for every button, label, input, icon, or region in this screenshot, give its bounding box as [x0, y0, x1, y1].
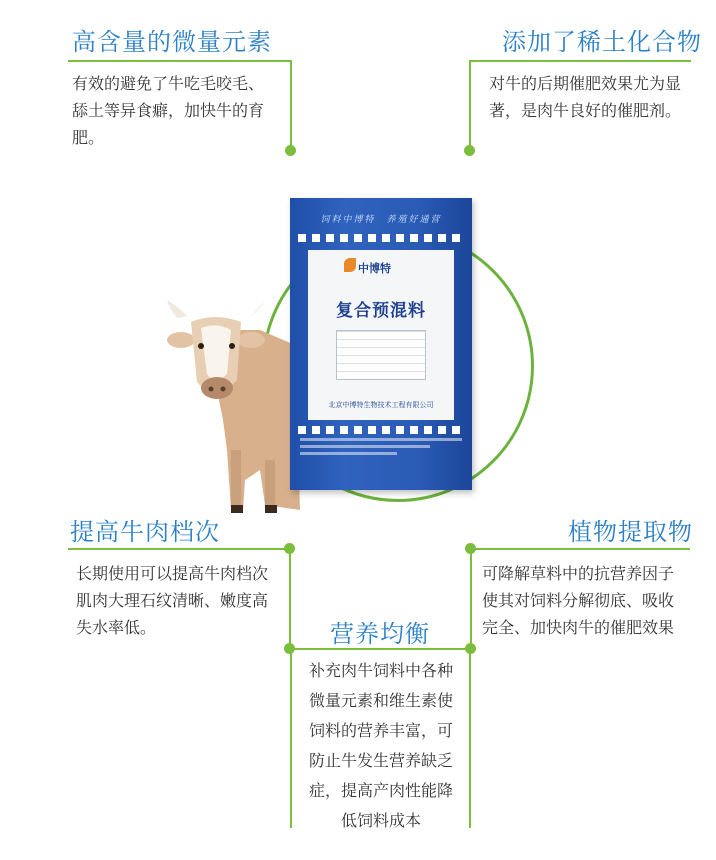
bag-nutrition-table: [336, 330, 426, 380]
feature-title-beef-grade: 提高牛肉档次: [70, 518, 220, 546]
feature-text-rare-earth: [489, 70, 704, 124]
feature-text-trace-elements: [72, 70, 287, 151]
text-line: 使其对饲料分解彻底、吸收: [482, 591, 675, 610]
connector-line: [470, 548, 472, 650]
cow-image: [165, 300, 300, 515]
feature-title-nutrition-balance: 营养均衡: [330, 620, 430, 648]
bag-product-name: 复合预混料: [336, 301, 426, 321]
text-line: 肥。: [72, 128, 105, 147]
connector-line: [469, 60, 471, 150]
feature-title-rare-earth: 添加了稀土化合物: [502, 28, 702, 56]
text-line: 完全、加快肉牛的催肥效果: [482, 618, 675, 637]
bag-brand: 中博特: [358, 262, 391, 275]
text-line: 低饲料成本: [340, 811, 421, 830]
divider-line: [68, 548, 290, 550]
text-line: 对牛的后期催肥效果尤为显: [489, 74, 682, 93]
bag-label-panel: [308, 250, 454, 420]
text-line: 长期使用可以提高牛肉档次: [76, 564, 269, 583]
bag-pattern: [298, 426, 464, 434]
text-line: 可降解草料中的抗营养因子: [482, 564, 675, 583]
divider-line: [469, 60, 691, 62]
text-line: 肌肉大理石纹清晰、嫩度高: [76, 591, 269, 610]
text-line: 症，提高产肉性能降: [308, 781, 453, 800]
connector-line: [469, 648, 471, 828]
bag-company: 北京中博特生物技术工程有限公司: [328, 401, 434, 409]
feature-text-plant-extract: [482, 560, 707, 641]
product-bag: [290, 198, 472, 490]
text-line: 饲料的营养丰富，可: [308, 721, 453, 740]
bag-slogan: 饲料中博特 养殖好通营: [320, 215, 442, 225]
connector-line: [289, 548, 291, 650]
divider-line: [292, 648, 470, 650]
feature-title-plant-extract: 植物提取物: [568, 518, 693, 546]
text-line: 微量元素和维生素使: [308, 691, 453, 710]
connector-dot: [464, 145, 475, 156]
connector-line: [290, 648, 292, 828]
text-line: 舔土等异食癖，加快牛的育: [72, 101, 265, 120]
bag-footer-print: [300, 438, 462, 455]
divider-line: [470, 548, 690, 550]
text-line: 防止牛发生营养缺乏: [308, 751, 453, 770]
feature-text-beef-grade: [76, 560, 286, 641]
text-line: 失水率低。: [76, 618, 157, 637]
text-line: 有效的避免了牛吃毛咬毛、: [72, 74, 265, 93]
feature-title-trace-elements: 高含量的微量元素: [72, 28, 272, 56]
text-line: 补充肉牛饲料中各种: [308, 661, 453, 680]
brand-logo-icon: [344, 258, 356, 272]
bag-pattern: [298, 234, 464, 242]
text-line: 著，是肉牛良好的催肥剂。: [489, 101, 682, 120]
connector-line: [290, 60, 292, 150]
divider-line: [68, 60, 292, 62]
feature-text-nutrition-balance: [296, 656, 466, 836]
